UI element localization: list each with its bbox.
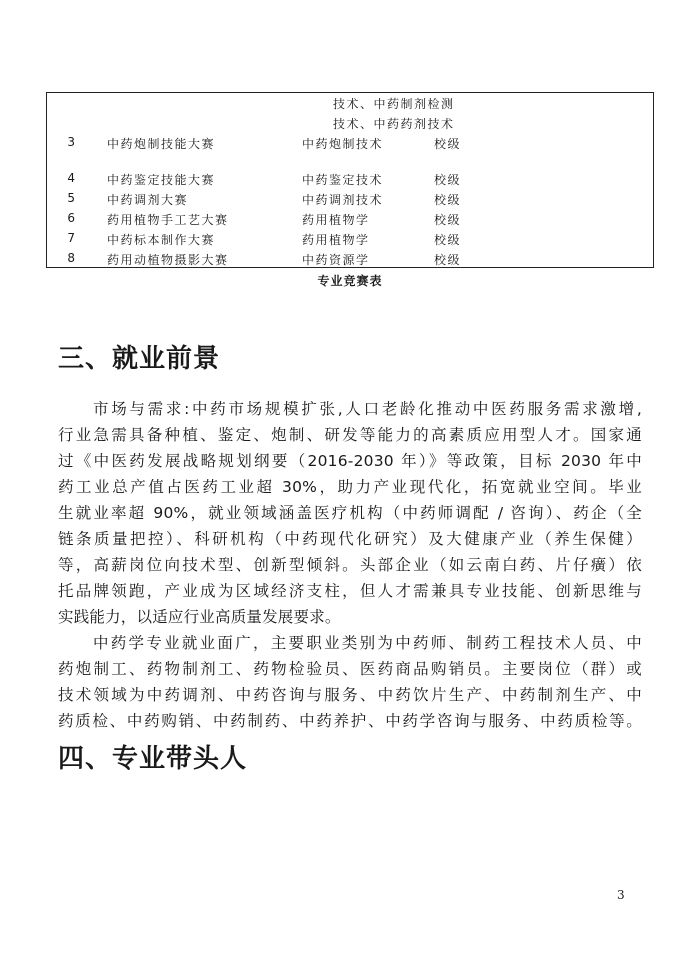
table-row xyxy=(47,211,653,229)
competition-level: 校级 xyxy=(434,233,462,247)
section-heading-program-leader: 四、专业带头人 xyxy=(58,744,248,774)
competition-name: 中药调剂大赛 xyxy=(107,193,189,207)
paragraph-line: 市场与需求:中药市场规模扩张,人口老龄化推动中医药服务需求激增, xyxy=(93,400,642,418)
competition-name: 中药炮制技能大赛 xyxy=(107,137,216,151)
table-row xyxy=(47,171,653,189)
related-course: 药用植物学 xyxy=(302,213,370,227)
paragraph-line: 链条质量把控）、科研机构（中药现代化研究）及大健康产业（养生保健） xyxy=(58,530,642,548)
competition-table xyxy=(46,92,654,268)
row-number: 6 xyxy=(67,211,77,225)
paragraph-line: 托品牌领跑，产业成为区域经济支柱，但人才需兼具专业技能、创新思维与 xyxy=(58,582,642,600)
competition-level: 校级 xyxy=(434,253,462,267)
section-heading-employment: 三、就业前景 xyxy=(58,344,221,374)
paragraph-line: 过《中医药发展战略规划纲要（2016-2030 年）》等政策，目标 2030 年中 xyxy=(58,452,642,470)
row-number: 3 xyxy=(67,135,77,149)
paragraph-line: 生就业率超 90%，就业领域涵盖医疗机构（中药师调配 / 咨询）、药企（全 xyxy=(58,504,642,522)
table-continued-line: 技术、中药药剂技术 xyxy=(333,117,455,131)
paragraph-line: 药炮制工、药物制剂工、药物检验员、医药商品购销员。主要岗位（群）或 xyxy=(58,660,642,678)
page-number: 3 xyxy=(617,888,625,902)
row-number: 7 xyxy=(67,231,77,245)
competition-level: 校级 xyxy=(434,213,462,227)
row-number: 4 xyxy=(67,171,77,185)
table-row xyxy=(47,135,653,153)
paragraph-line: 技术领域为中药调剂、中药咨询与服务、中药饮片生产、中药制剂生产、中 xyxy=(58,686,642,704)
paragraph-line: 行业急需具备种植、鉴定、炮制、研发等能力的高素质应用型人才。国家通 xyxy=(58,426,642,444)
competition-level: 校级 xyxy=(434,137,462,151)
related-course: 中药资源学 xyxy=(302,253,370,267)
competition-name: 中药标本制作大赛 xyxy=(107,233,216,247)
related-course: 中药鉴定技术 xyxy=(302,173,384,187)
competition-level: 校级 xyxy=(434,193,462,207)
competition-level: 校级 xyxy=(434,173,462,187)
competition-name: 药用植物手工艺大赛 xyxy=(107,213,229,227)
paragraph-line: 药工业总产值占医药工业超 30%，助力产业现代化，拓宽就业空间。毕业 xyxy=(58,478,642,496)
table-row xyxy=(47,251,653,269)
table-caption: 专业竞赛表 xyxy=(317,274,383,288)
row-number: 8 xyxy=(67,251,77,265)
paragraph-line: 中药学专业就业面广，主要职业类别为中药师、制药工程技术人员、中 xyxy=(93,634,642,652)
row-number: 5 xyxy=(67,191,77,205)
related-course: 中药炮制技术 xyxy=(302,137,384,151)
competition-name: 中药鉴定技能大赛 xyxy=(107,173,216,187)
paragraph-line: 实践能力，以适应行业高质量发展要求。 xyxy=(58,608,341,626)
competition-name: 药用动植物摄影大赛 xyxy=(107,253,229,267)
table-row xyxy=(47,191,653,209)
related-course: 药用植物学 xyxy=(302,233,370,247)
related-course: 中药调剂技术 xyxy=(302,193,384,207)
paragraph-line: 药质检、中药购销、中药制药、中药养护、中药学咨询与服务、中药质检等。 xyxy=(58,712,642,730)
table-continued-line: 技术、中药制剂检测 xyxy=(333,97,455,111)
table-row xyxy=(47,231,653,249)
paragraph-line: 等，高薪岗位向技术型、创新型倾斜。头部企业（如云南白药、片仔癀）依 xyxy=(58,556,642,574)
